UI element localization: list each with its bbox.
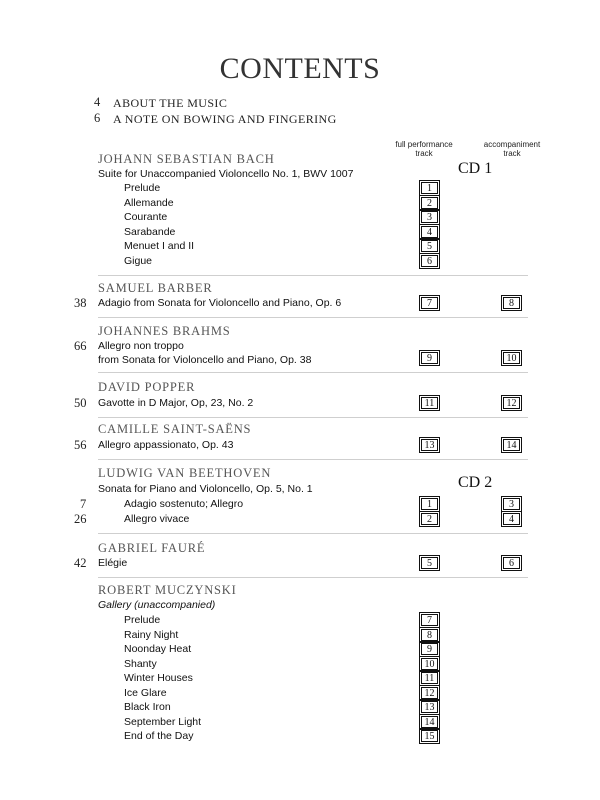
full-track-number: 8 xyxy=(421,629,438,641)
section-divider xyxy=(98,459,528,460)
work-subtitle: from Sonata for Violoncello and Piano, Op. 38 xyxy=(98,354,312,366)
movement-title: End of the Day xyxy=(124,730,194,742)
full-track-number: 9 xyxy=(421,643,438,655)
full-track-number: 1 xyxy=(421,182,438,194)
full-track-number: 5 xyxy=(421,240,438,252)
work-title: Gavotte in D Major, Op, 23, No. 2 xyxy=(98,397,254,409)
accompaniment-track-number: 10 xyxy=(503,352,520,364)
intro-page-number: 6 xyxy=(94,111,101,125)
movement-title: Prelude xyxy=(124,182,161,194)
full-track-number: 5 xyxy=(421,557,438,569)
section-divider xyxy=(98,417,528,418)
movement-title: Sarabande xyxy=(124,226,176,238)
work-title: Gallery (unaccompanied) xyxy=(98,599,216,611)
full-track-column-heading xyxy=(388,140,460,158)
full-track-number: 2 xyxy=(421,197,438,209)
movement-title: September Light xyxy=(124,716,202,728)
movement-title: Courante xyxy=(124,211,168,223)
full-track-number: 1 xyxy=(421,498,438,510)
composer-name: JOHANNES BRAHMS xyxy=(98,324,231,338)
full-track-number: 10 xyxy=(421,658,438,670)
page-number: 56 xyxy=(74,438,87,452)
column-heading-line: full performance xyxy=(395,140,453,149)
full-track-number: 11 xyxy=(421,672,438,684)
movement-title: Allemande xyxy=(124,197,174,209)
movement-title: Gigue xyxy=(124,255,153,267)
accompaniment-track-number: 3 xyxy=(503,498,520,510)
movement-title: Prelude xyxy=(124,614,161,626)
page-number: 38 xyxy=(74,296,87,310)
full-track-number: 9 xyxy=(421,352,438,364)
full-track-number: 2 xyxy=(421,513,438,525)
movement-title: Allegro vivace xyxy=(124,513,190,525)
composer-name: ROBERT MUCZYNSKI xyxy=(98,583,237,597)
full-track-number: 13 xyxy=(421,439,438,451)
composer-name: JOHANN SEBASTIAN BACH xyxy=(98,152,275,166)
full-track-number: 7 xyxy=(421,297,438,309)
full-track-number: 3 xyxy=(421,211,438,223)
movement-title: Adagio sostenuto; Allegro xyxy=(124,498,244,510)
full-track-number: 11 xyxy=(421,397,438,409)
section-divider xyxy=(98,317,528,318)
intro-item: ABOUT THE MUSIC xyxy=(113,96,228,110)
page-number: 7 xyxy=(80,497,87,511)
section-divider xyxy=(98,533,528,534)
work-title: Sonata for Piano and Violoncello, Op. 5, No. 1 xyxy=(98,483,313,495)
movement-title: Black Iron xyxy=(124,701,171,713)
page-title: CONTENTS xyxy=(219,52,381,85)
accompaniment-track-number: 12 xyxy=(503,397,520,409)
work-title: Suite for Unaccompanied Violoncello No. 1, BWV 1007 xyxy=(98,168,354,180)
column-heading-line: accompaniment xyxy=(483,140,541,149)
composer-name: DAVID POPPER xyxy=(98,380,196,394)
page-number: 50 xyxy=(74,396,87,410)
intro-item: A NOTE ON BOWING AND FINGERING xyxy=(113,112,337,126)
cd-label: CD 2 xyxy=(458,474,493,491)
movement-title: Shanty xyxy=(124,658,157,670)
composer-name: SAMUEL BARBER xyxy=(98,281,213,295)
movement-title: Winter Houses xyxy=(124,672,193,684)
composer-name: CAMILLE SAINT-SAËNS xyxy=(98,422,252,436)
movement-title: Menuet I and II xyxy=(124,240,195,252)
section-divider xyxy=(98,577,528,578)
section-divider xyxy=(98,275,528,276)
intro-page-number: 4 xyxy=(94,95,101,109)
accompaniment-track-number: 6 xyxy=(503,557,520,569)
full-track-number: 13 xyxy=(421,701,438,713)
full-track-number: 14 xyxy=(421,716,438,728)
accompaniment-track-number: 14 xyxy=(503,439,520,451)
movement-title: Rainy Night xyxy=(124,629,179,641)
page-number: 66 xyxy=(74,339,87,353)
work-title: Adagio from Sonata for Violoncello and Piano, Op. 6 xyxy=(98,297,342,309)
full-track-number: 7 xyxy=(421,614,438,626)
section-divider xyxy=(98,372,528,373)
work-title: Allegro non troppo xyxy=(98,340,184,352)
column-heading-line: track xyxy=(503,149,521,158)
accompaniment-track-column-heading xyxy=(476,140,548,158)
cd-label: CD 1 xyxy=(458,160,493,177)
composer-name: GABRIEL FAURÉ xyxy=(98,541,206,555)
page-number: 42 xyxy=(74,556,87,570)
movement-title: Ice Glare xyxy=(124,687,167,699)
full-track-number: 4 xyxy=(421,226,438,238)
composer-name: LUDWIG VAN BEETHOVEN xyxy=(98,466,272,480)
full-track-number: 15 xyxy=(421,730,438,742)
work-title: Elégie xyxy=(98,557,128,569)
page-number: 26 xyxy=(74,512,87,526)
full-track-number: 6 xyxy=(421,255,438,267)
full-track-number: 12 xyxy=(421,687,438,699)
accompaniment-track-number: 4 xyxy=(503,513,520,525)
column-heading-line: track xyxy=(415,149,433,158)
accompaniment-track-number: 8 xyxy=(503,297,520,309)
work-title: Allegro appassionato, Op. 43 xyxy=(98,439,234,451)
movement-title: Noonday Heat xyxy=(124,643,192,655)
